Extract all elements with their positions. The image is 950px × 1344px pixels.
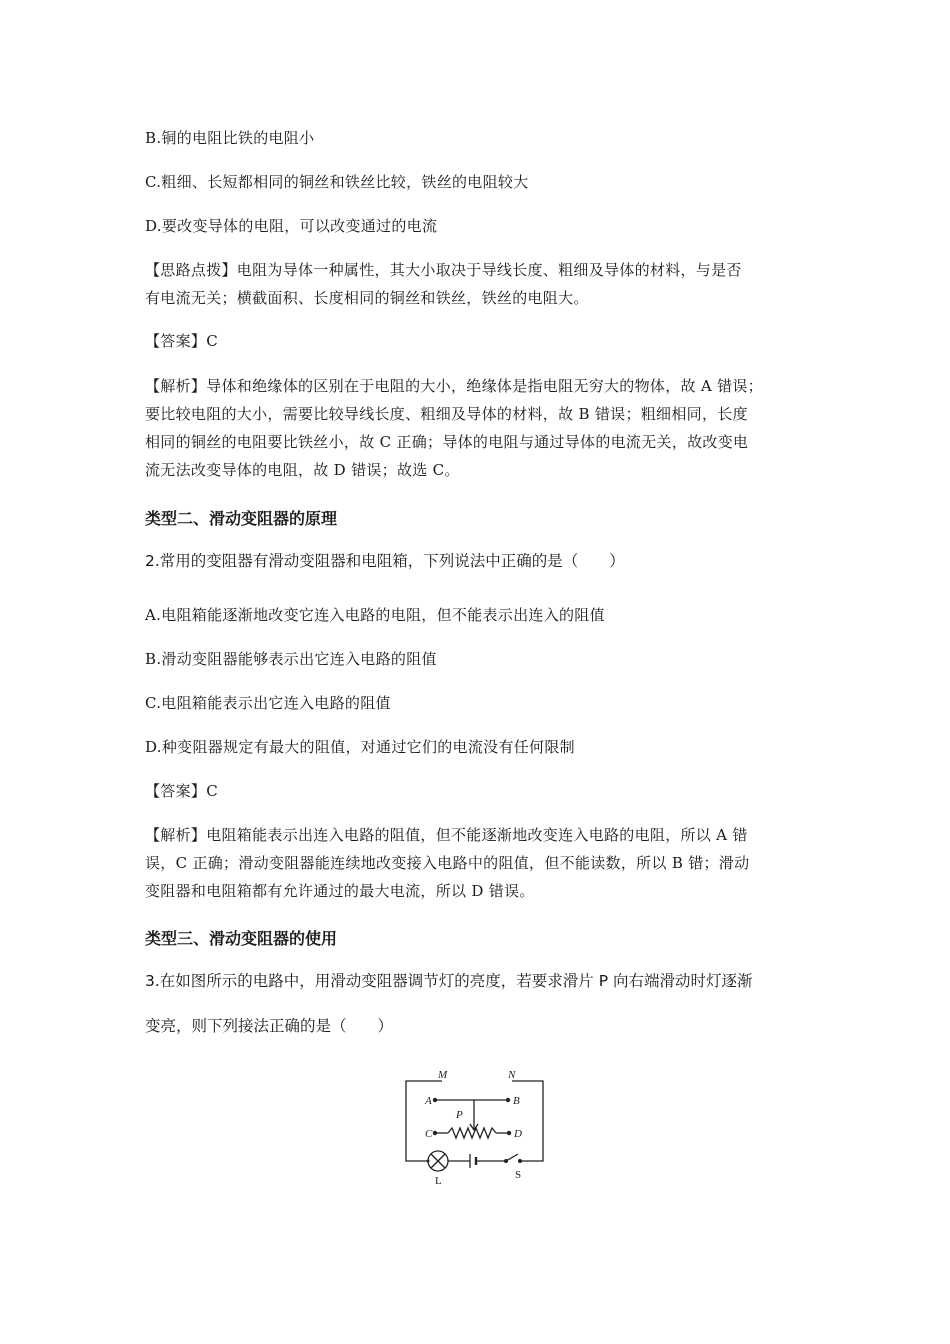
q1-option-c: C.粗细、长短都相同的铜丝和铁丝比较，铁丝的电阻较大 xyxy=(145,173,529,191)
q1-option-d: D.要改变导体的电阻，可以改变通过的电流 xyxy=(145,217,438,235)
label-l: L xyxy=(435,1175,442,1186)
label-d: D xyxy=(514,1128,522,1140)
label-p: P xyxy=(456,1109,463,1121)
circuit-diagram xyxy=(398,1068,558,1186)
q1-hint-line-1: 【思路点拨】电阻为导体一种属性，其大小取决于导线长度、粗细及导体的材料，与是否 xyxy=(145,261,742,279)
q3-stem-line-2: 变亮，则下列接法正确的是（ ） xyxy=(145,1017,394,1035)
q1-option-b: B.铜的电阻比铁的电阻小 xyxy=(145,129,315,147)
q1-analysis-line-4: 流无法改变导体的电阻，故 D 错误；故选 C。 xyxy=(145,461,460,479)
q2-option-d: D.种变阻器规定有最大的阻值，对通过它们的电流没有任何限制 xyxy=(145,738,575,756)
q1-analysis-line-1: 【解析】导体和绝缘体的区别在于电阻的大小，绝缘体是指电阻无穷大的物体，故 A 错误； xyxy=(145,377,763,395)
q3-stem-line-1: 3.在如图所示的电路中，用滑动变阻器调节灯的亮度，若要求滑片 P 向右端滑动时灯逐渐 xyxy=(145,972,753,990)
rheostat-icon xyxy=(448,1128,496,1138)
q2-answer: 【答案】C xyxy=(145,782,218,800)
section2-heading: 类型二、滑动变阻器的原理 xyxy=(145,509,338,528)
q2-stem: 2.常用的变阻器有滑动变阻器和电阻箱，下列说法中正确的是（ ） xyxy=(145,552,625,570)
section3-heading: 类型三、滑动变阻器的使用 xyxy=(145,929,338,948)
switch-s-icon xyxy=(506,1154,518,1161)
q2-analysis-line-1: 【解析】电阻箱能表示出连入电路的阻值，但不能逐渐地改变连入电路的电阻，所以 A 错 xyxy=(145,826,748,844)
q1-hint-line-2: 有电流无关；横截面积、长度相同的铜丝和铁丝，铁丝的电阻大。 xyxy=(145,289,589,307)
q1-analysis-line-2: 要比较电阻的大小，需要比较导线长度、粗细及导体的材料，故 B 错误；粗细相同，长度 xyxy=(145,405,748,423)
q1-analysis-line-3: 相同的铜丝的电阻要比铁丝小，故 C 正确；导体的电阻与通过导体的电流无关，故改变电 xyxy=(145,433,749,451)
wire-right xyxy=(512,1081,543,1161)
label-s: S xyxy=(515,1169,522,1181)
wire-left xyxy=(406,1081,442,1161)
q2-analysis-line-3: 变阻器和电阻箱都有允许通过的最大电流，所以 D 错误。 xyxy=(145,882,535,900)
q2-analysis-line-2: 误，C 正确；滑动变阻器能连续地改变接入电路中的阻值，但不能读数，所以 B 错；滑动 xyxy=(145,854,750,872)
label-m: M xyxy=(438,1069,448,1081)
label-a: A xyxy=(425,1095,432,1107)
label-c: C xyxy=(425,1128,433,1140)
q2-option-a: A.电阻箱能逐渐地改变它连入电路的电阻，但不能表示出连入的阻值 xyxy=(145,606,605,624)
label-b: B xyxy=(513,1095,520,1107)
label-n: N xyxy=(508,1069,516,1081)
q2-option-c: C.电阻箱能表示出它连入电路的阻值 xyxy=(145,694,391,712)
q1-answer: 【答案】C xyxy=(145,332,218,350)
q2-option-b: B.滑动变阻器能够表示出它连入电路的阻值 xyxy=(145,650,437,668)
